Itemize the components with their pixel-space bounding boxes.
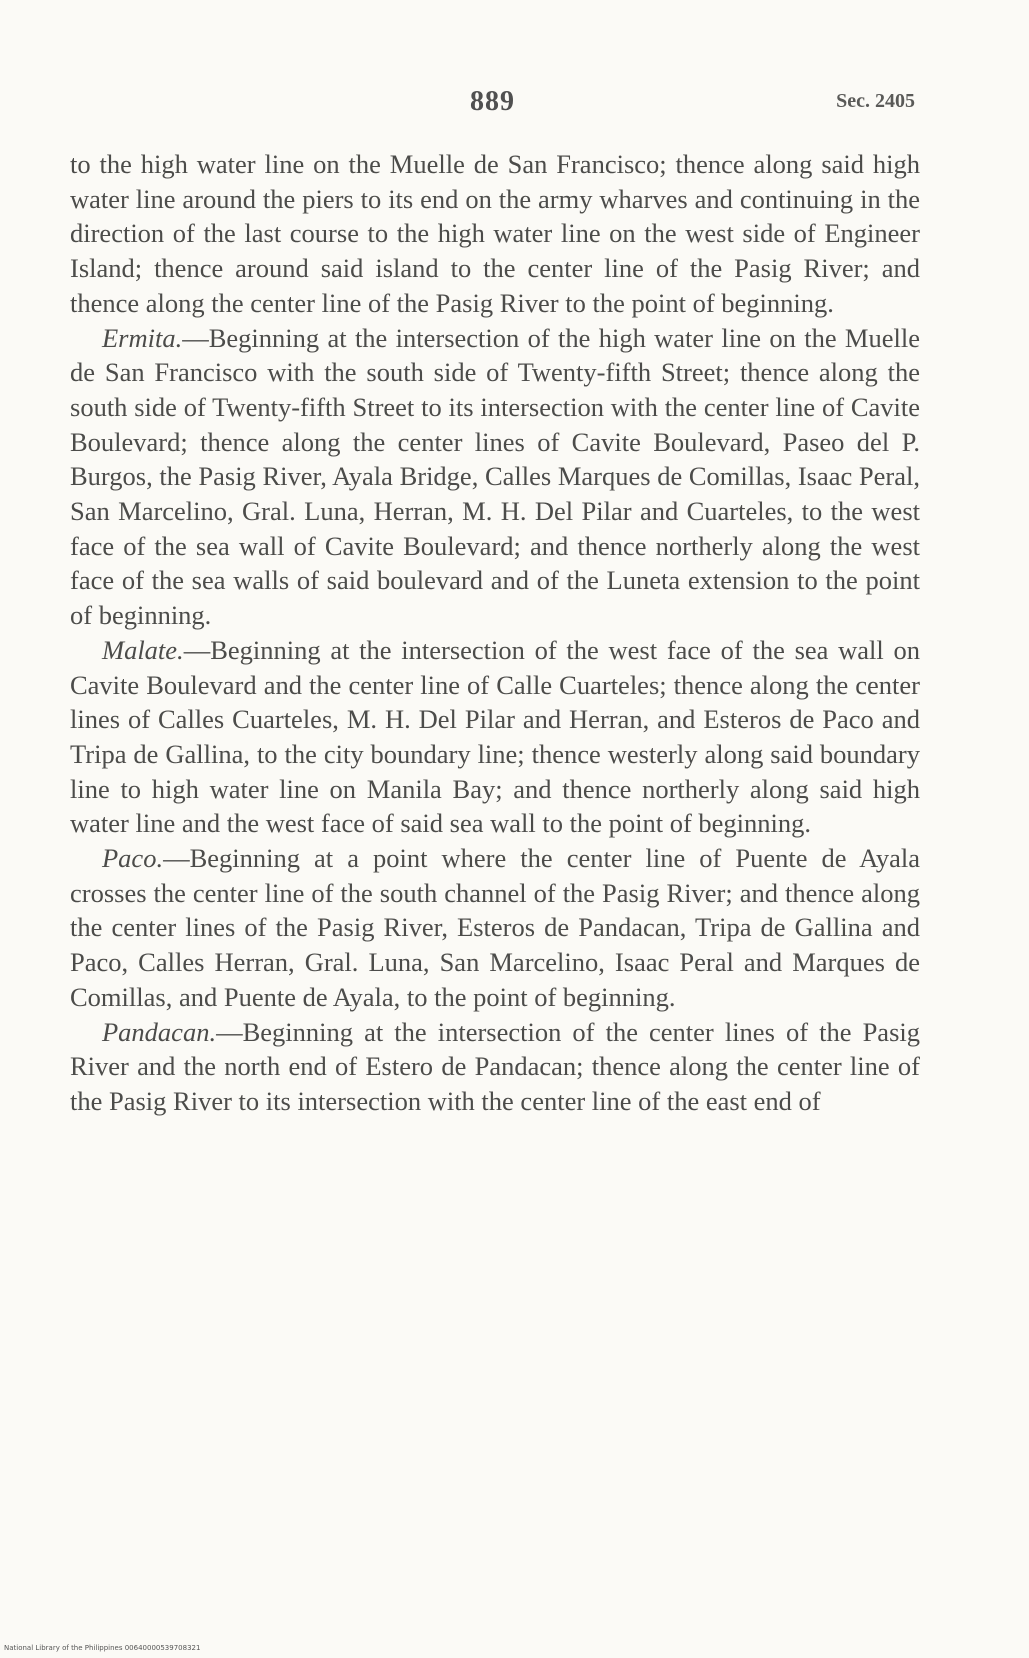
paragraph-malate bbox=[70, 633, 920, 841]
district-name-pandacan: Pandacan. bbox=[102, 1016, 217, 1047]
scan-footer: National Library of the Philippines 00640000539708321 bbox=[4, 1644, 201, 1652]
body-text bbox=[70, 147, 920, 1119]
district-name-malate: Malate. bbox=[102, 634, 184, 665]
paragraph-text: —Beginning at a point where the center line of Puente de Ayala crosses the center line of the south channel of the Pasig River; and thence along the center lines of the Pasig River, Esteros de Pandacan, Tripa de Gallina and Paco, Calles Herran, Gral. Luna, San Marcelino, Isaac Peral and Marques de Comillas, and Puente de Ayala, to the point of beginning. bbox=[70, 843, 920, 1012]
page-header bbox=[70, 86, 915, 126]
district-name-paco: Paco. bbox=[102, 843, 164, 874]
paragraph-text: —Beginning at the intersection of the west face of the sea wall on Cavite Boulevard and the center line of Calle Cuarteles; thence along the center lines of Calles Cuarteles, M. H. Del Pilar and Herran, and Esteros de Paco and Tripa de Gallina, to the city boundary line; thence westerly along said boundary line to high water line on Manila Bay; and thence northerly along said high water line and the west face of said sea wall to the point of beginning. bbox=[70, 634, 920, 839]
paragraph-text: —Beginning at the intersection of the center lines of the Pasig River and the north end of Estero de Pandacan; thence along the center line of the Pasig River to its intersection with the center line of the east end of bbox=[70, 1016, 920, 1116]
page-number: 889 bbox=[470, 86, 515, 117]
paragraph-text: to the high water line on the Muelle de San Francisco; thence along said high water line around the piers to its end on the army wharves and continuing in the direction of the last course to the high water line on the west side of Engineer Island; thence around said island to the center line of the Pasig River; and thence along the center line of the Pasig River to the point of beginning. bbox=[70, 149, 920, 318]
paragraph-text: —Beginning at the intersection of the high water line on the Muelle de San Francisco with the south side of Twenty-fifth Street; thence along the south side of Twenty-fifth Street to its intersection with the center line of Cavite Boulevard; thence along the center lines of Cavite Boulevard, Paseo del P. Burgos, the Pasig River, Ayala Bridge, Calles Marques de Comillas, Isaac Peral, San Marcelino, Gral. Luna, Herran, M. H. Del Pilar and Cuarteles, to the west face of the sea wall of Cavite Boulevard; and thence northerly along the west face of the sea walls of said boulevard and of the Luneta extension to the point of beginning. bbox=[70, 322, 920, 631]
section-label: Sec. 2405 bbox=[836, 90, 915, 112]
paragraph-continuation bbox=[70, 147, 920, 321]
paragraph-paco bbox=[70, 841, 920, 1015]
paragraph-pandacan bbox=[70, 1015, 920, 1119]
district-name-ermita: Ermita. bbox=[102, 322, 183, 353]
paragraph-ermita bbox=[70, 321, 920, 633]
